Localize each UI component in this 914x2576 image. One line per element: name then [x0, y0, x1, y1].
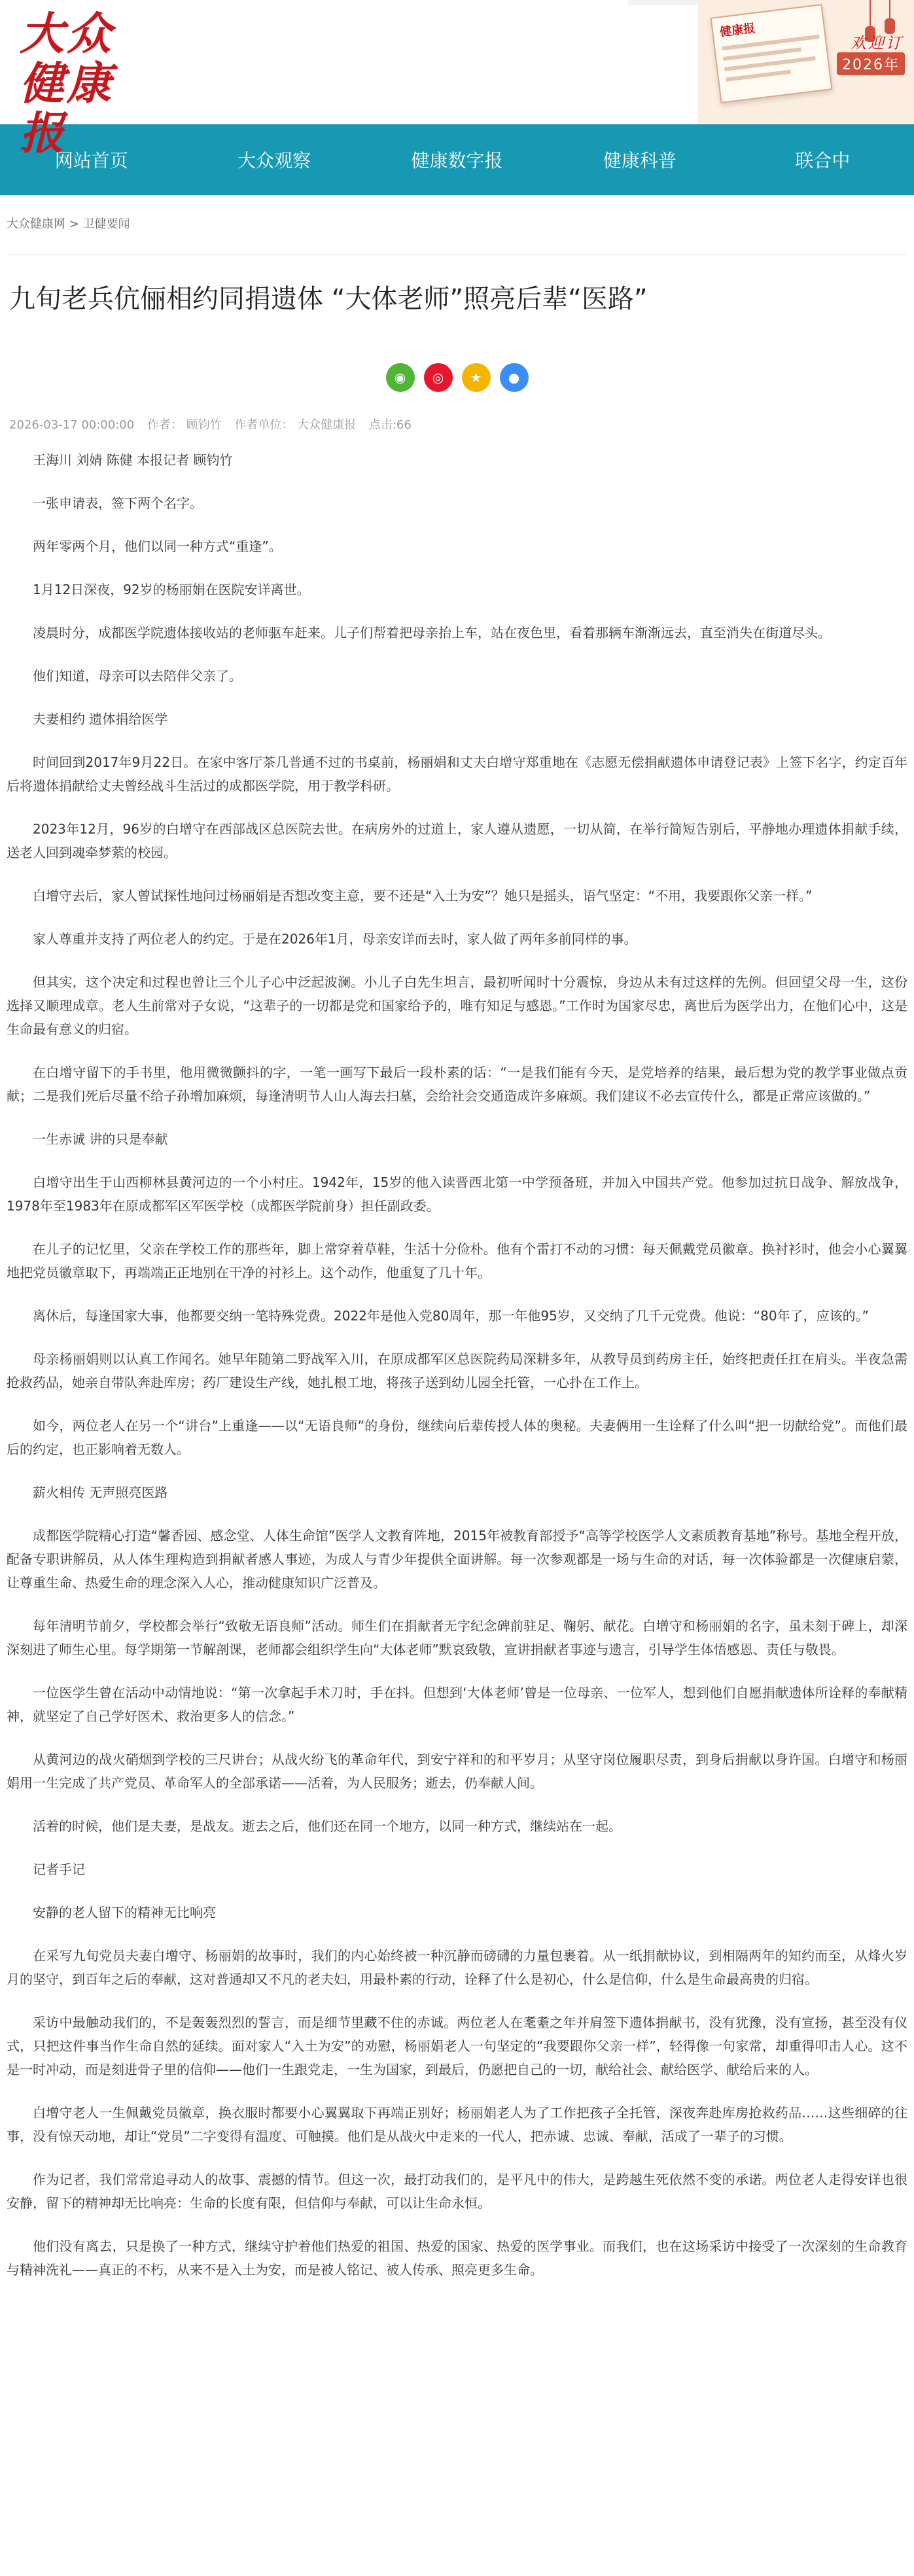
- site-logo[interactable]: [20, 8, 157, 160]
- article-paragraph: 白增守老人一生佩戴党员徽章，换衣服时都要小心翼翼取下再端正别好；杨丽娟老人为了工作把孩子全托管，深夜奔赴库房抢救药品……这些细碎的往事，没有惊天动地，却让“党员”二字变得有温度、可触摸。他们是从战火中走来的一代人，把赤诚、忠诚、奉献，活成了一辈子的习惯。: [7, 2105, 907, 2144]
- weibo-share-icon[interactable]: ◎: [424, 363, 453, 392]
- article-paragraph: 1月12日深夜，92岁的杨丽娟在医院安详离世。: [33, 582, 310, 597]
- author-org: 作者单位： 大众健康报: [234, 418, 357, 432]
- article-paragraph: 但其实，这个决定和过程也曾让三个儿子心中泛起波澜。小儿子白先生坦言，最初听闻时十分震惊，身边从未有过这样的先例。但回望父母一生，这份选择又顺理成章。老人生前常对子女说，“这辈子的一切都是党和国家给予的，唯有知足与感恩。”工作时为国家尽忠，离世后为医学出力，在他们心中，这是生命最有意义的归宿。: [7, 974, 907, 1037]
- article-paragraph: 家人尊重并支持了两位老人的约定。于是在2026年1月，母亲安详而去时，家人做了两年多前同样的事。: [33, 931, 637, 947]
- breadcrumb: [0, 195, 914, 254]
- lantern-string: [870, 0, 871, 26]
- article-title: 九旬老兵伉俪相约同捐遗体 “大体老师”照亮后辈“医路”: [9, 284, 648, 314]
- header-topbar: [628, 0, 707, 5]
- nav-item-home[interactable]: 网站首页: [54, 150, 128, 171]
- article-paragraph: 一位医学生曾在活动中动情地说：“第一次拿起手术刀时，手在抖。但想到‘大体老师’曾是一位母亲、一位军人，想到他们自愿捐献遗体所诠释的奉献精神，就坚定了自己学好医术、救治更多人的信念。”: [7, 1685, 907, 1724]
- article-paragraph: 每年清明节前夕，学校都会举行“致敬无语良师”活动。师生们在捐献者无字纪念碑前驻足、鞠躬、献花。白增守和杨丽娟的名字，虽未刻于碑上，却深深刻进了师生心里。每学期第一节解剖课，老师都会组织学生向“大体老师”默哀致敬，宣讲捐献者事迹与遗言，引导学生体悟感恩、责任与敬畏。: [7, 1618, 907, 1657]
- subscribe-banner[interactable]: [698, 0, 914, 124]
- article-paragraph: 活着的时候，他们是夫妻，是战友。逝去之后，他们还在同一个地方，以同一种方式，继续站在一起。: [33, 1818, 622, 1834]
- nav-item-union[interactable]: 联合中: [795, 150, 851, 171]
- lantern-string: [889, 0, 890, 18]
- article-paragraph: 如今，两位老人在另一个“讲台”上重逢——以“无语良师”的身份，继续向后辈传授人体的奥秘。夫妻俩用一生诠释了什么叫“把一切献给党”。而他们最后的约定，也正影响着无数人。: [7, 1418, 907, 1457]
- article-paragraph: 2023年12月，96岁的白增守在西部战区总医院去世。在病房外的过道上，家人遵从遗愿，一切从简，在举行简短告别后，平静地办理遗体捐献手续，送老人回到魂牵梦萦的校园。: [7, 821, 907, 860]
- qzone-share-icon[interactable]: ★: [462, 363, 491, 392]
- article-paragraph: 在白增守留下的手书里，他用微微颤抖的字，一笔一画写下最后一段朴素的话：“一是我们能有今天，是党培养的结果，最后想为党的教学事业做点贡献；二是我们死后尽量不给子孙增加麻烦，每逢清明节人山人海去扫墓，会给社会交通造成许多麻烦。我们建议不必去宣传什么，都是正常应该做的。”: [7, 1065, 907, 1104]
- site-header: [0, 0, 914, 160]
- article-paragraph: 时间回到2017年9月22日。在家中客厅茶几普通不过的书桌前，杨丽娟和丈夫白增守郑重地在《志愿无偿捐献遗体申请登记表》上签下名字，约定百年后将遗体捐献给丈夫曾经战斗生活过的成都医学院，用于教学科研。: [7, 754, 907, 794]
- banner-year-text: 2026年: [837, 52, 905, 75]
- article-paragraph: 夫妻相约 遗体捐给医学: [33, 711, 168, 727]
- article-paragraph: 采访中最触动我们的，不是轰轰烈烈的誓言，而是细节里藏不住的赤诚。两位老人在耄耋之年并肩签下遗体捐献书，没有犹豫，没有宣扬，甚至没有仪式，只把这件事当作生命自然的延续。面对家人“入土为安”的劝慰，杨丽娟老人一句坚定的“我要跟你父亲一样”，轻得像一句家常，却重得叩击人心。这不是一时冲动，而是刻进骨子里的信仰——他们一生跟党走，一生为国家，到最后，仍愿把自己的一切，献给社会、献给医学、献给后来的人。: [7, 2015, 907, 2077]
- wechat-share-icon[interactable]: ◉: [386, 363, 415, 392]
- article-paragraph: 成都医学院精心打造“馨香园、感念堂、人体生命馆”医学人文教育阵地，2015年被教育部授予“高等学校医学人文素质教育基地”称号。基地全程开放，配备专职讲解员，从人体生理构造到捐献者感人事迹，为成人与青少年提供全面讲解。每一次参观都是一场与生命的对话，每一次体验都是一次健康启蒙，让尊重生命、热爱生命的理念深入人心，推动健康知识广泛普及。: [7, 1528, 907, 1591]
- article-paragraph: 安静的老人留下的精神无比响亮: [33, 1905, 216, 1920]
- publish-date: 2026-03-17 00:00:00: [9, 418, 135, 432]
- article-paragraph: 白增守去后，家人曾试探性地问过杨丽娟是否想改变主意，要不还是“入土为安”？她只是摇头，语气坚定：“不用，我要跟你父亲一样。”: [33, 888, 813, 904]
- qq-share-icon[interactable]: ●: [500, 363, 529, 392]
- logo-line-1: 大众: [20, 8, 114, 60]
- nav-item-observation[interactable]: 大众观察: [237, 150, 311, 171]
- article-paragraph: 薪火相传 无声照亮医路: [33, 1485, 168, 1500]
- article-paragraph: 作为记者，我们常常追寻动人的故事、震撼的情节。但这一次，最打动我们的，是平凡中的伟大，是跨越生死依然不变的承诺。两位老人走得安详也很安静，留下的精神却无比响亮：生命的长度有限，但信仰与奉献，可以让生命永恒。: [7, 2172, 907, 2211]
- article-paragraph: 记者手记: [33, 1861, 85, 1877]
- article-paragraph: 一张申请表，签下两个名字。: [33, 495, 203, 511]
- article-paragraph: 凌晨时分，成都医学院遗体接收站的老师驱车赶来。儿子们帮着把母亲抬上车，站在夜色里，看着那辆车渐渐远去，直至消失在街道尽头。: [33, 625, 831, 641]
- article-paragraph: 他们没有离去，只是换了一种方式，继续守护着他们热爱的祖国、热爱的国家、热爱的医学事业。而我们，也在这场采访中接受了一次深刻的生命教育与精神洗礼——真正的不朽，从来不是入土为安，而是被人铭记、被人传承、照亮更多生命。: [7, 2238, 907, 2278]
- article-paragraph: 离休后，每逢国家大事，他都要交纳一笔特殊党费。2022年是他入党80周年，那一年他95岁，又交纳了几千元党费。他说：“80年了，应该的。”: [33, 1308, 869, 1324]
- article-paragraph: 在采写九旬党员夫妻白增守、杨丽娟的故事时，我们的内心始终被一种沉静而磅礴的力量包裹着。从一纸捐献协议，到相隔两年的知约而至，从烽火岁月的坚守，到百年之后的奉献，这对普通却又不凡的老夫妇，用最朴素的行动，诠释了什么是初心，什么是信仰，什么是生命最高贵的归宿。: [7, 1948, 907, 1987]
- logo-line-2: 健康报: [20, 58, 114, 160]
- newspaper-illustration: [711, 4, 833, 103]
- view-count: 点击:66: [368, 418, 412, 432]
- nav-item-digital-paper[interactable]: 健康数字报: [411, 150, 503, 171]
- newspaper-masthead: 健康报: [719, 21, 756, 40]
- article-paragraph: 母亲杨丽娟则以认真工作闻名。她早年随第二野战军入川，在原成都军区总医院药局深耕多年，从教导员到药房主任，始终把责任扛在肩头。半夜急需抢救药品，她亲自带队奔赴库房；药厂建设生产线，她扎根工地，将孩子送到幼儿园全托管，一心扑在工作上。: [7, 1351, 907, 1390]
- article-paragraph: 两年零两个月，他们以同一种方式“重逢”。: [33, 538, 282, 554]
- article-paragraph: 在儿子的记忆里，父亲在学校工作的那些年，脚上常穿着草鞋，生活十分俭朴。他有个雷打不动的习惯：每天佩戴党员徽章。换衬衫时，他会小心翼翼地把党员徽章取下，再端端正正地别在干净的衬衫上。这个动作，他重复了几十年。: [7, 1241, 907, 1280]
- share-bar: [0, 350, 914, 405]
- article-paragraph: 白增守出生于山西柳林县黄河边的一个小村庄。1942年，15岁的他入读晋西北第一中学预备班，并加入中国共产党。他参加过抗日战争、解放战争，1978年至1983年在原成都军区军医学校（成都医学院前身）担任副政委。: [7, 1174, 907, 1214]
- nav-item-science[interactable]: 健康科普: [603, 150, 677, 171]
- breadcrumb-section[interactable]: 卫健要闻: [82, 217, 130, 231]
- article-meta: [0, 405, 914, 432]
- article-paragraph: 王海川 刘婧 陈健 本报记者 顾钧竹: [33, 452, 233, 468]
- breadcrumb-home[interactable]: 大众健康网: [7, 217, 65, 231]
- breadcrumb-separator: >: [69, 217, 79, 231]
- author: 作者： 顾钧竹: [147, 418, 222, 432]
- article-paragraph: 他们知道，母亲可以去陪伴父亲了。: [33, 668, 242, 684]
- article-paragraph: 从黄河边的战火硝烟到学校的三尺讲台；从战火纷飞的革命年代，到安宁祥和的和平岁月；从坚守岗位履职尽责，到身后捐献以身许国。白增守和杨丽娟用一生完成了共产党员、革命军人的全部承诺——活着，为人民服务；逝去，仍奉献人间。: [7, 1752, 907, 1791]
- article-body: [0, 432, 914, 2327]
- article-paragraph: 一生赤诚 讲的只是奉献: [33, 1131, 168, 1147]
- banner-welcome-text: 欢迎订: [851, 34, 904, 52]
